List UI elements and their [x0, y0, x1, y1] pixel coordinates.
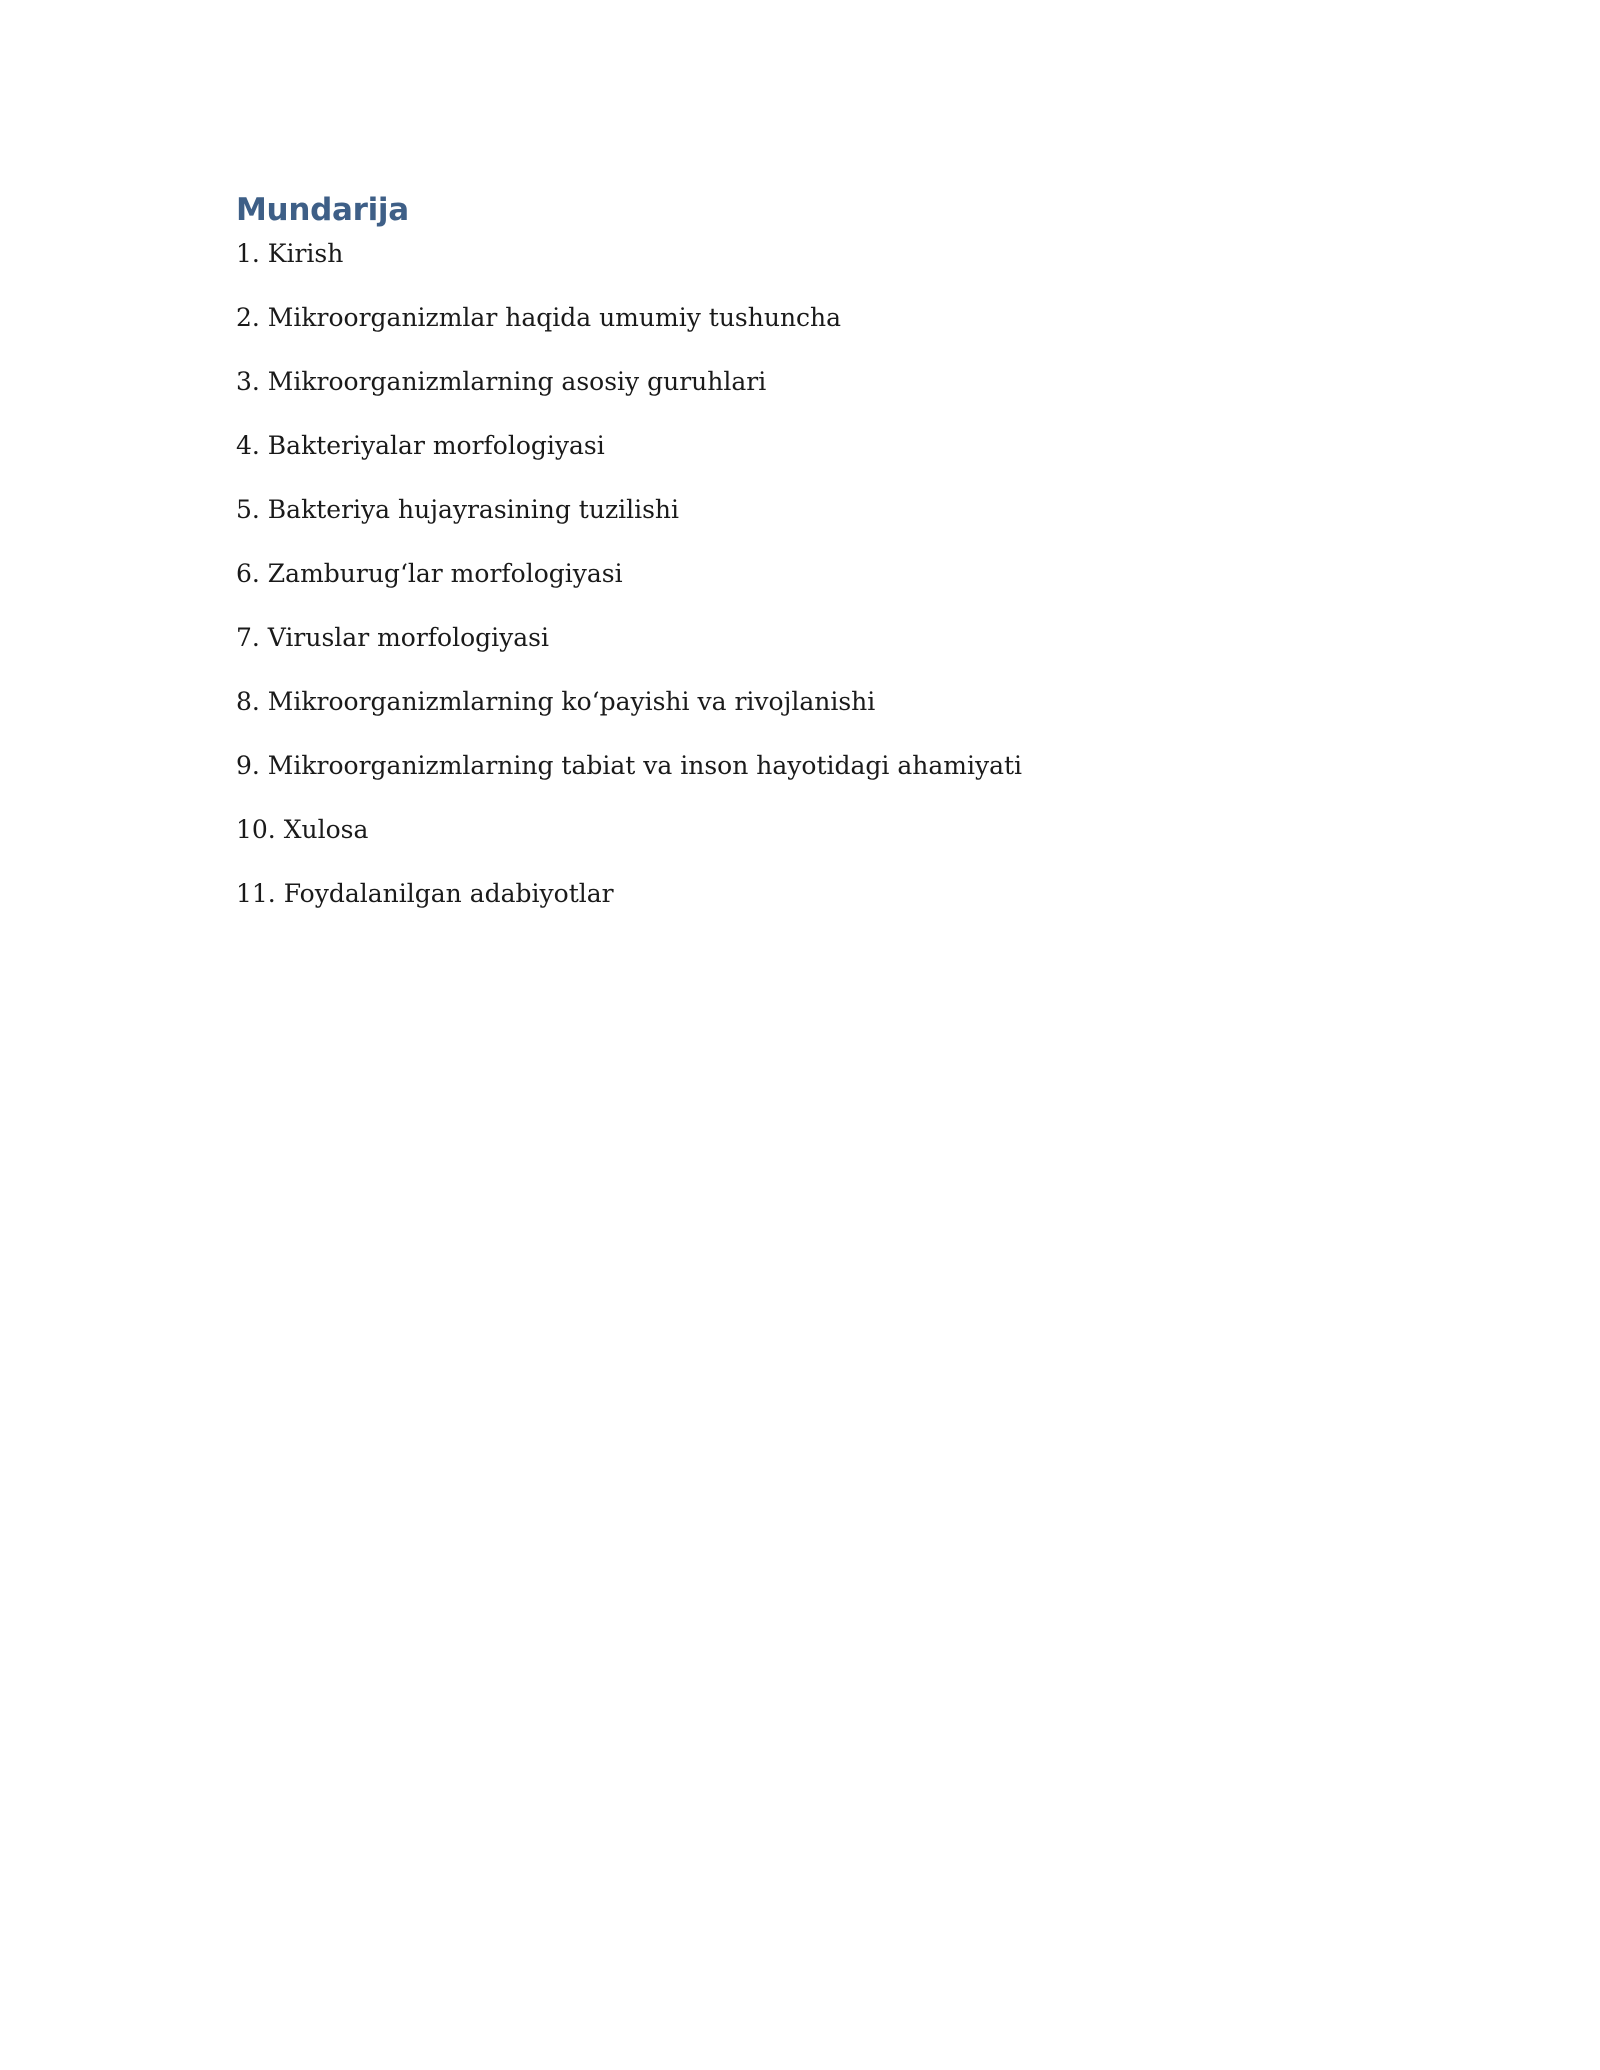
toc-item-ahamiyati: 9. Mikroorganizmlarning tabiat va inson hayotidagi ahamiyati — [236, 751, 1023, 780]
toc-item-bakteriyalar-morfologiyasi: 4. Bakteriyalar morfologiyasi — [236, 431, 605, 460]
toc-item-zamburuglar-morfologiyasi: 6. Zamburug‘lar morfologiyasi — [236, 559, 623, 588]
toc-heading: Mundarija — [236, 192, 409, 228]
toc-item-asosiy-guruhlari: 3. Mikroorganizmlarning asosiy guruhlari — [236, 367, 767, 396]
toc-item-kopayishi: 8. Mikroorganizmlarning ko‘payishi va rivojlanishi — [236, 687, 876, 716]
table-of-contents — [236, 186, 1364, 938]
toc-item-kirish: 1. Kirish — [236, 239, 344, 268]
toc-list — [236, 234, 1364, 914]
toc-item-viruslar-morfologiyasi: 7. Viruslar morfologiyasi — [236, 623, 550, 652]
toc-item-hujayra-tuzilishi: 5. Bakteriya hujayrasining tuzilishi — [236, 495, 680, 524]
toc-item-xulosa: 10. Xulosa — [236, 815, 369, 844]
toc-item-adabiyotlar: 11. Foydalanilgan adabiyotlar — [236, 879, 614, 908]
toc-item-umumiy-tushuncha: 2. Mikroorganizmlar haqida umumiy tushuncha — [236, 303, 842, 332]
